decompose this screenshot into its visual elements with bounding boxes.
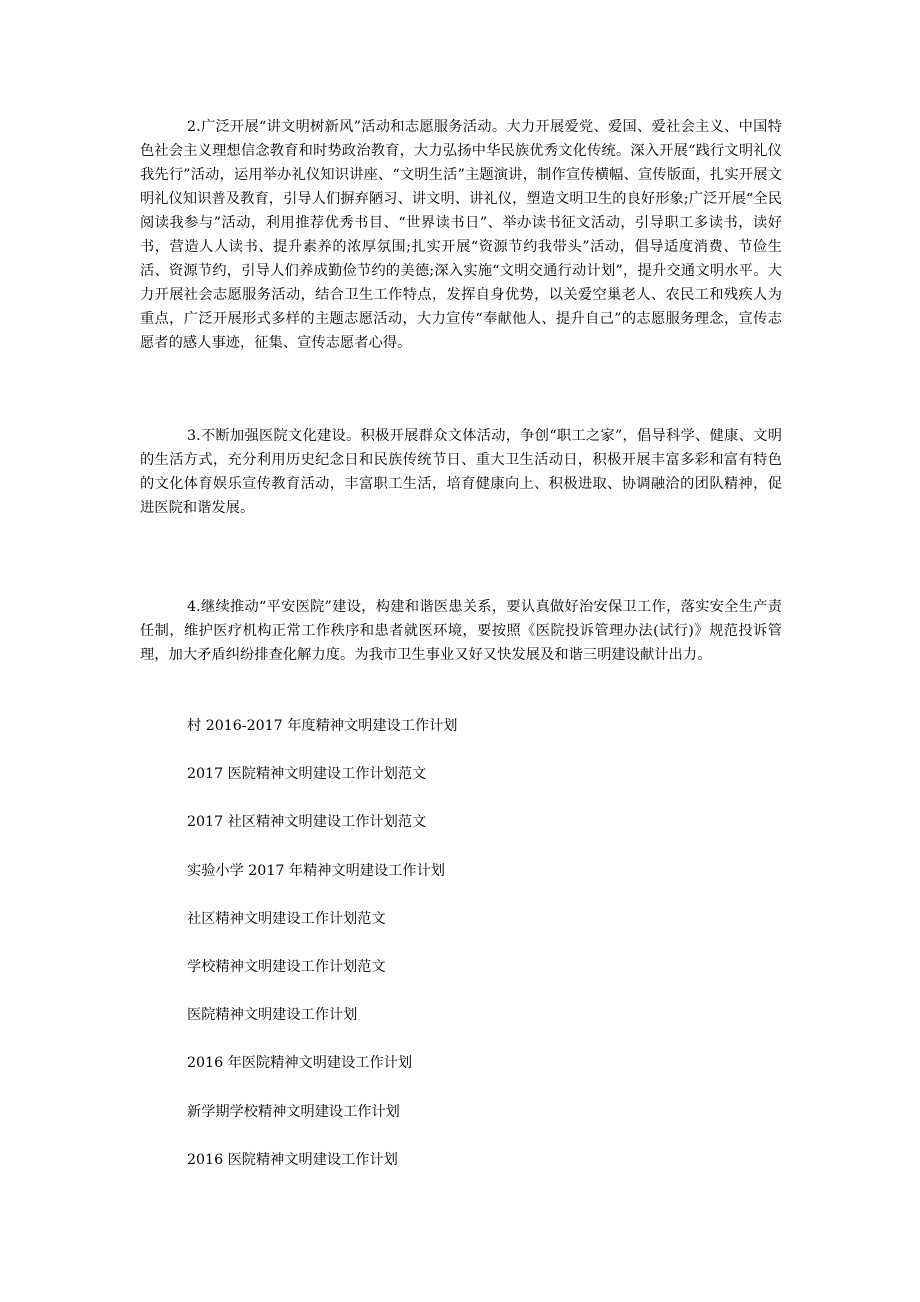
paragraph-2-civilization-volunteer: 2.广泛开展“讲文明树新风”活动和志愿服务活动。大力开展爱党、爱国、爱社会主义、中国特色社会主义理想信念教育和时势政治教育，大力弘扬中华民族优秀文化传统。深入开展“践行文明礼仪我先行”活动，运用举办礼仪知识讲座、“文明生活”主题演讲，制作宣传横幅、宣传版面，扎实开展文明礼仪知识普及教育，引导人们摒弃陋习、讲文明、讲礼仪，塑造文明卫生的良好形象;广泛开展“全民阅读我参与”活动，利用推荐优秀书目、“世界读书日”、举办读书征文活动，引导职工多读书，读好书，营造人人读书、提升素养的浓厚氛围;扎实开展“资源节约我带头”活动，倡导适度消费、节俭生活、资源节约，引导人们养成勤俭节约的美德;深入实施“文明交通行动计划”，提升交通文明水平。大力开展社会志愿服务活动，结合卫生工作特点，发挥自身优势，以关爱空巢老人、农民工和残疾人为重点，广泛开展形式多样的主题志愿活动，大力宣传“奉献他人、提升自己”的志愿服务理念，宣传志愿者的感人事迹，征集、宣传志愿者心得。: [140, 119, 782, 351]
related-article-link[interactable]: 村 2016-2017 年度精神文明建设工作计划: [187, 718, 458, 734]
paragraph-3-hospital-culture: 3.不断加强医院文化建设。积极开展群众文体活动，争创“职工之家”，倡导科学、健康、文明的生活方式，充分利用历史纪念日和民族传统节日、重大卫生活动日，积极开展丰富多彩和富有特色的文化体育娱乐宣传教育活动，丰富职工生活，培育健康向上、积极进取、协调融洽的团队精神，促进医院和谐发展。: [140, 428, 782, 516]
related-article-link[interactable]: 学校精神文明建设工作计划范文: [187, 958, 386, 975]
related-article-link[interactable]: 社区精神文明建设工作计划范文: [187, 910, 386, 927]
related-article-link[interactable]: 2016 医院精神文明建设工作计划: [187, 1151, 398, 1168]
related-article-link[interactable]: 2017 医院精神文明建设工作计划范文: [187, 766, 427, 783]
related-articles-list: [187, 714, 457, 1196]
related-article-link[interactable]: 2017 社区精神文明建设工作计划范文: [187, 814, 427, 831]
related-article-link[interactable]: 实验小学 2017 年精神文明建设工作计划: [187, 862, 445, 879]
related-article-link[interactable]: 新学期学校精神文明建设工作计划: [187, 1103, 400, 1120]
paragraph-4-safe-hospital: 4.继续推动“平安医院”建设，构建和谐医患关系，要认真做好治安保卫工作，落实安全生产责任制，维护医疗机构正常工作秩序和患者就医环境，要按照《医院投诉管理办法(试行)》规范投诉管理，加大矛盾纠纷排查化解力度。为我市卫生事业又好又快发展及和谐三明建设献计出力。: [140, 599, 782, 663]
related-article-link[interactable]: 医院精神文明建设工作计划: [187, 1007, 358, 1024]
related-article-link[interactable]: 2016 年医院精神文明建设工作计划: [187, 1055, 413, 1072]
